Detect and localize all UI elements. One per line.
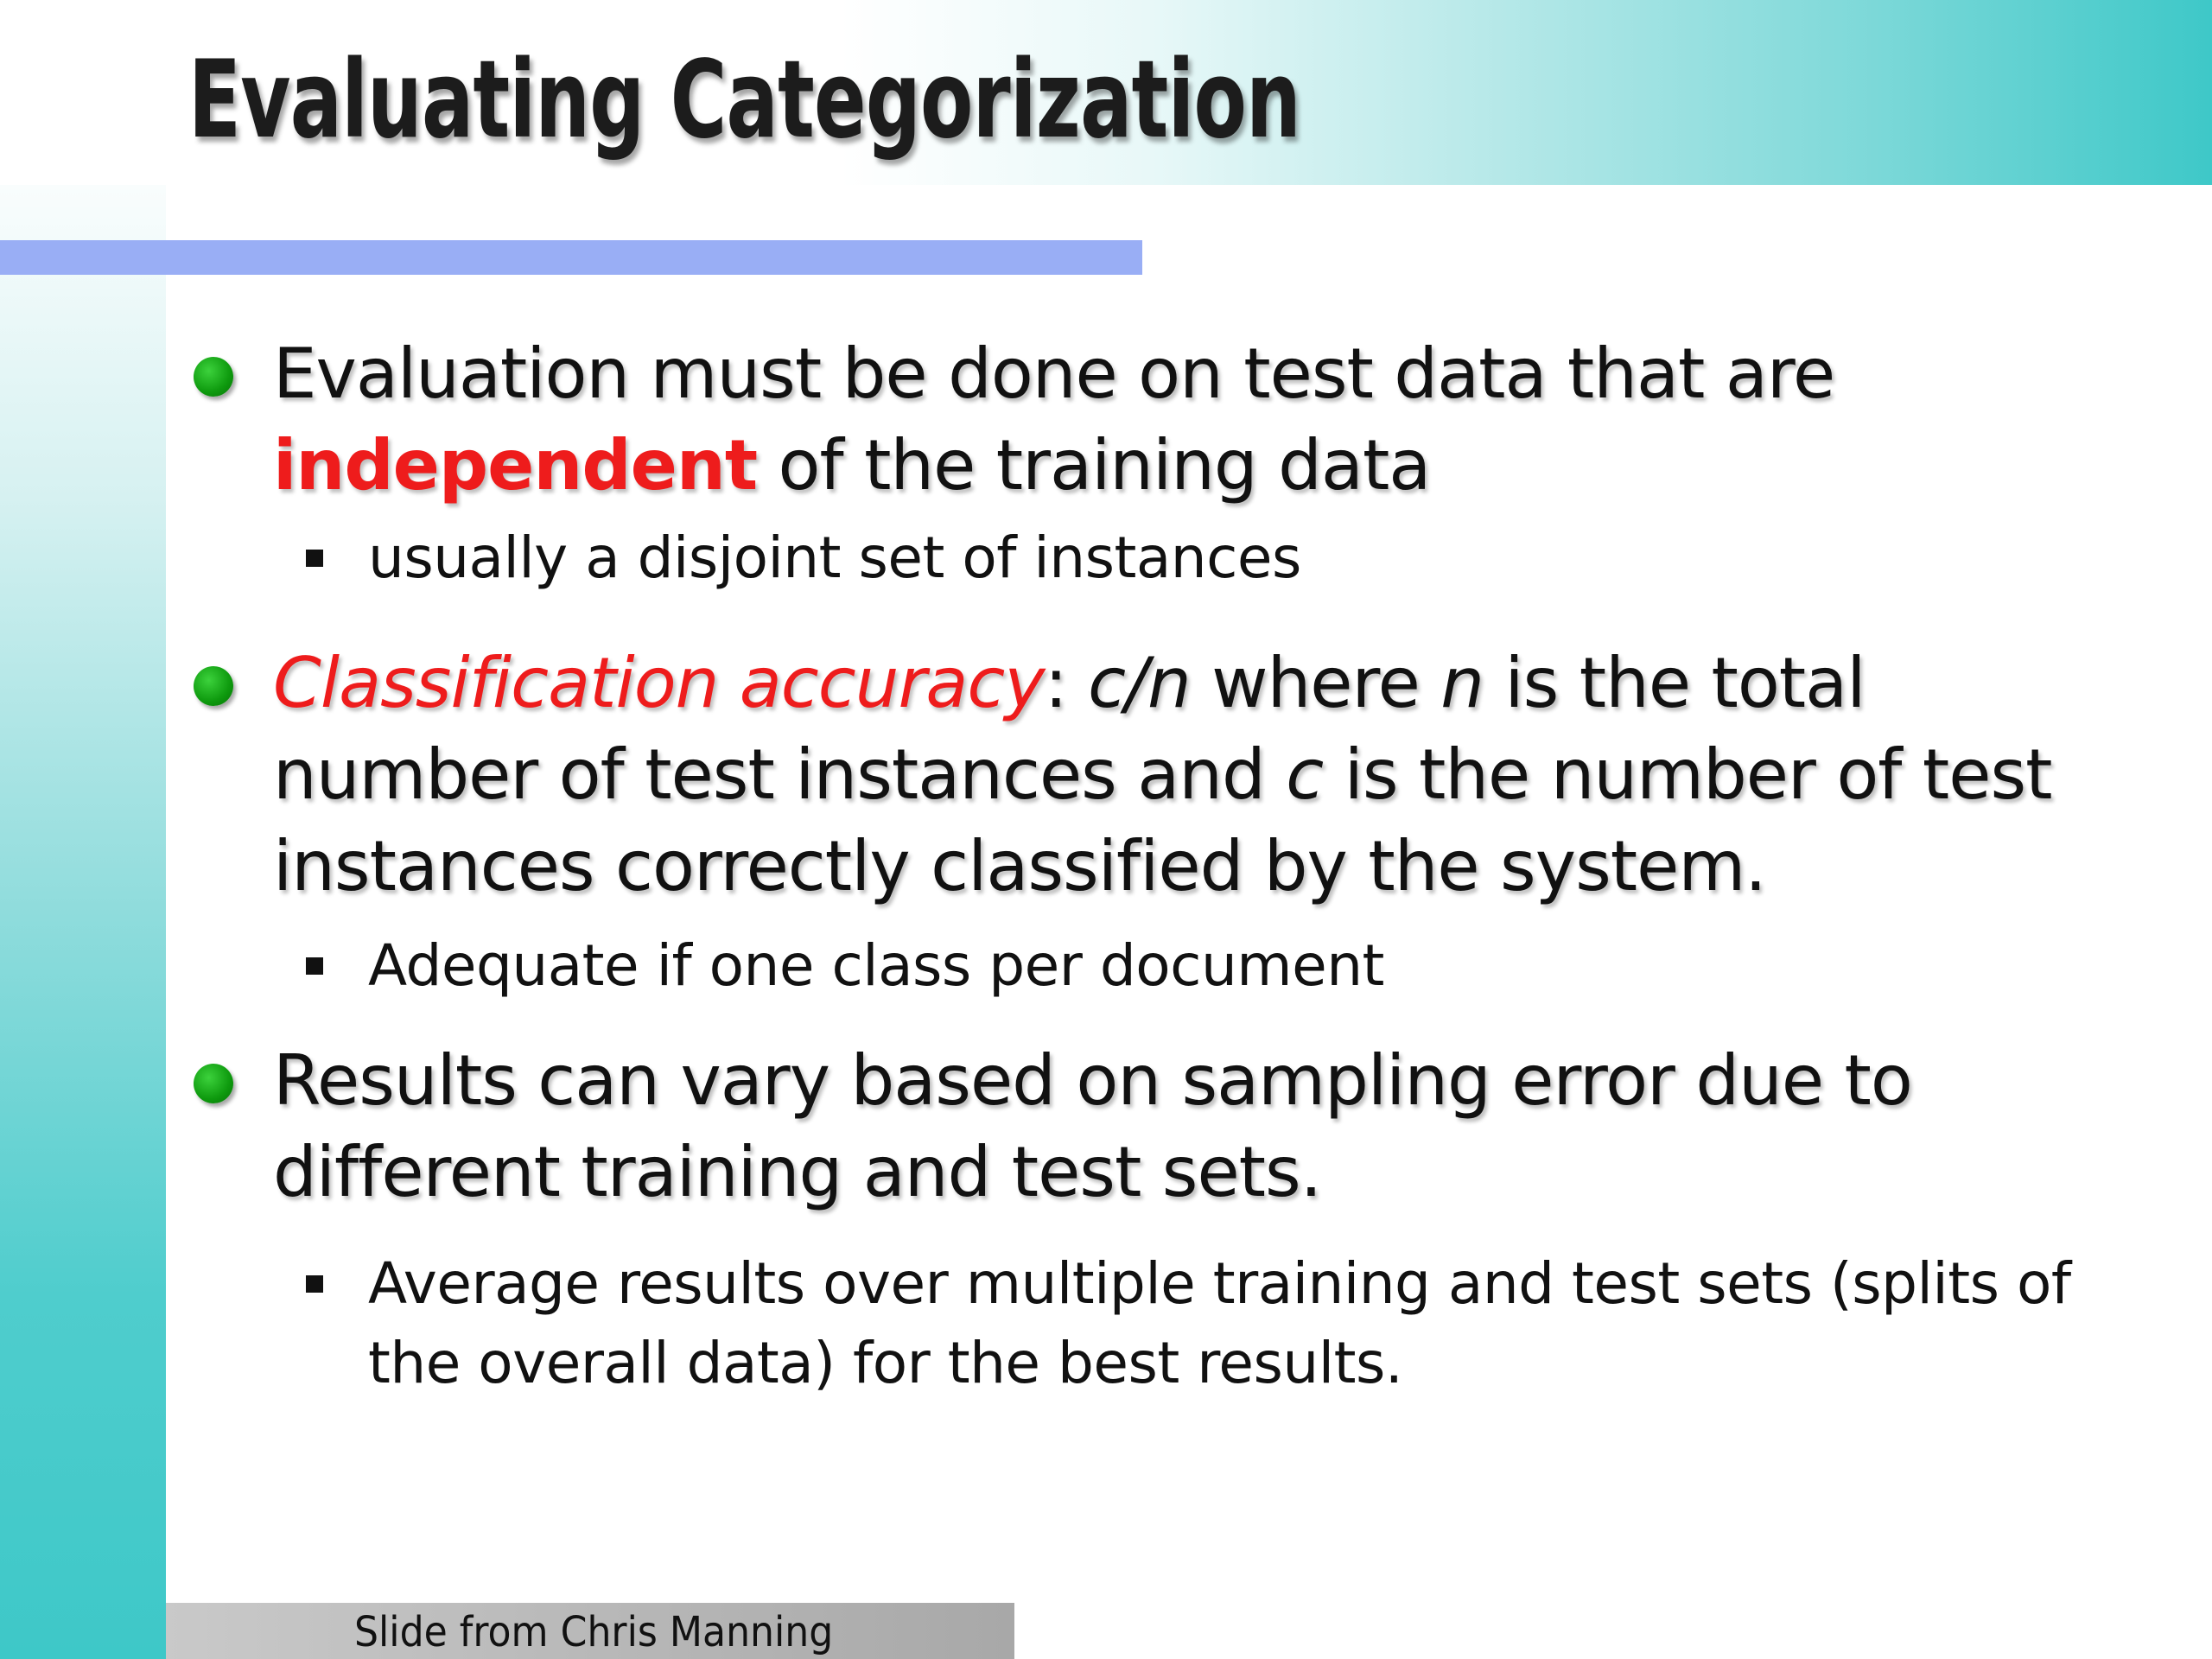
variable-c: c	[1286, 734, 1324, 815]
square-bullet-icon	[306, 957, 323, 975]
sub-bullet-item-3	[188, 1244, 2107, 1403]
green-bullet-icon	[194, 357, 233, 397]
credit-text: Slide from Chris Manning	[354, 1608, 834, 1656]
green-bullet-icon	[194, 1064, 233, 1103]
sub-bullet-1-text: usually a disjoint set of instances	[368, 524, 1301, 591]
slide-content	[188, 327, 2107, 1403]
bullet-item-3	[188, 1035, 2107, 1218]
slide-title: Evaluating Categorization	[188, 38, 1300, 162]
bullet-item-1	[188, 328, 2107, 512]
title-accent-bar	[0, 240, 1142, 275]
bullet-2-text-c: is the number of test instances correctly classified by the system.	[273, 734, 2052, 906]
sub-bullet-item-2	[188, 926, 2107, 1006]
emphasis-independent: independent	[273, 425, 758, 505]
green-bullet-icon	[194, 666, 233, 706]
variable-n: n	[1440, 643, 1484, 723]
emphasis-classification-accuracy: Classification accuracy	[273, 643, 1045, 723]
sub-bullet-3-text: Average results over multiple training and test sets (splits of the overall data) for the best results.	[368, 1250, 2071, 1396]
bullet-1-text-b: of the training data	[757, 425, 1431, 505]
square-bullet-icon	[306, 550, 323, 567]
formula-c-over-n: c/n	[1088, 643, 1191, 723]
bullet-2-text-a: where	[1190, 643, 1441, 723]
sub-bullet-2-text: Adequate if one class per document	[368, 932, 1384, 999]
bullet-3-text: Results can vary based on sampling error due to different training and test sets.	[273, 1040, 1912, 1212]
bullet-item-2	[188, 638, 2107, 912]
bullet-2-text-b: is the total number of test instances and	[273, 643, 1866, 815]
bullet-1-text-a: Evaluation must be done on test data that are	[273, 334, 1835, 414]
square-bullet-icon	[306, 1275, 323, 1293]
sub-bullet-item-1	[188, 518, 2107, 598]
credit-bar	[166, 1603, 1014, 1659]
bullet-2-colon: :	[1044, 643, 1089, 723]
